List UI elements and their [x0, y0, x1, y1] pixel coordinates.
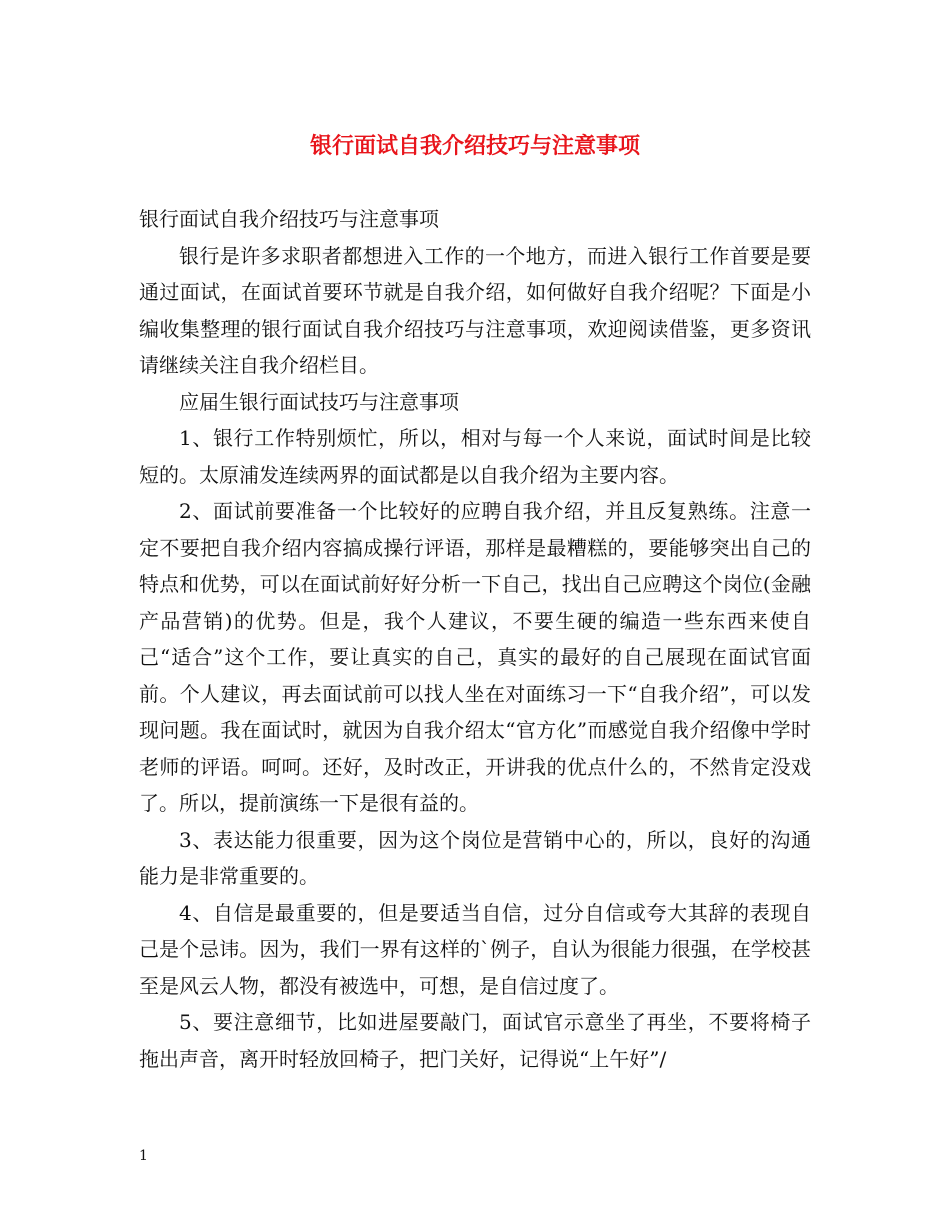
- section-heading: 应届生银行面试技巧与注意事项: [179, 389, 459, 414]
- intro-paragraph: 银行是许多求职者都想进入工作的一个地方，而进入银行工作首要是要通过面试，在面试首要环节就是自我介绍，如何做好自我介绍呢？下面是小编收集整理的银行面试自我介绍技巧与注意事项，欢迎阅读借鉴，更多资讯请继续关注自我介绍栏目。: [139, 243, 811, 377]
- subtitle-paragraph: 银行面试自我介绍技巧与注意事项: [139, 207, 439, 231]
- page-number: 1: [139, 1148, 148, 1164]
- document-title: 银行面试自我介绍技巧与注意事项: [309, 133, 640, 159]
- tip-paragraph-3: 3、表达能力很重要，因为这个岗位是营销中心的，所以，良好的沟通能力是非常重要的。: [139, 827, 811, 888]
- document-body: [139, 201, 811, 1077]
- tip-paragraph-1: 1、银行工作特别烦忙，所以，相对与每一个人来说，面试时间是比较短的。太原浦发连续两界的面试都是以自我介绍为主要内容。: [139, 426, 811, 487]
- tip-paragraph-2: 2、面试前要准备一个比较好的应聘自我介绍，并且反复熟练。注意一定不要把自我介绍内容搞成操行评语，那样是最糟糕的，要能够突出自己的特点和优势，可以在面试前好好分析一下自己，找出自己应聘这个岗位(金融产品营销)的优势。但是，我个人建议，不要生硬的编造一些东西来使自己“适合”这个工作，要让真实的自己，真实的最好的自己展现在面试官面前。个人建议，再去面试前可以找人坐在对面练习一下“自我介绍”，可以发现问题。我在面试时，就因为自我介绍太“官方化”而感觉自我介绍像中学时老师的评语。呵呵。还好，及时改正，开讲我的优点什么的，不然肯定没戏了。所以，提前演练一下是很有益的。: [139, 499, 811, 815]
- tip-paragraph-4: 4、自信是最重要的，但是要适当自信，过分自信或夸大其辞的表现自己是个忌讳。因为，我们一界有这样的`例子，自认为很能力很强，在学校甚至是风云人物，都没有被选中，可想，是自信过度了。: [139, 900, 811, 998]
- tip-paragraph-5: 5、要注意细节，比如进屋要敲门，面试官示意坐了再坐，不要将椅子拖出声音，离开时轻放回椅子，把门关好，记得说“上午好”/: [139, 1010, 811, 1071]
